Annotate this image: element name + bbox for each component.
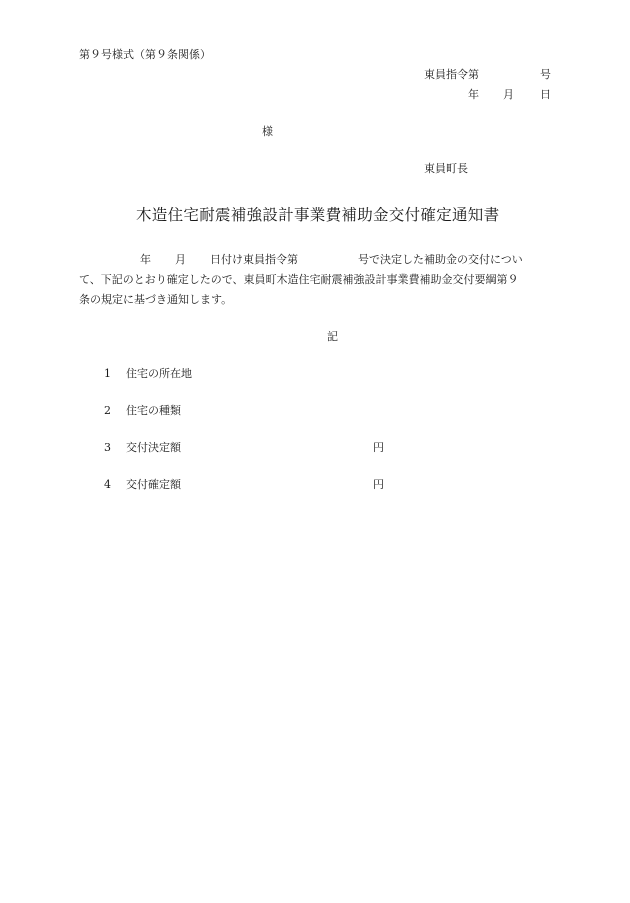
ki-heading: 記 bbox=[327, 330, 338, 343]
item-label-confirmed-amount: 交付確定額 bbox=[126, 478, 181, 491]
item-label-type: 住宅の種類 bbox=[126, 404, 181, 417]
item-unit-yen: 円 bbox=[373, 478, 384, 491]
date-year-label: 年 bbox=[468, 88, 479, 101]
body-month-label: 月 bbox=[175, 253, 186, 266]
item-label-location: 住宅の所在地 bbox=[126, 367, 192, 380]
document-title: 木造住宅耐震補強設計事業費補助金交付確定通知書 bbox=[136, 206, 500, 224]
item-label-decided-amount: 交付決定額 bbox=[126, 441, 181, 454]
date-month-label: 月 bbox=[503, 88, 514, 101]
body-line-1 bbox=[79, 250, 523, 270]
body-line-3: 条の規定に基づき通知します。 bbox=[79, 293, 233, 306]
item-number: 1 bbox=[104, 367, 111, 380]
body-line-2: て、下記のとおり確定したので、東員町木造住宅耐震補強設計事業費補助金交付要綱第９ bbox=[79, 273, 519, 286]
item-number: 4 bbox=[104, 478, 111, 491]
reference-prefix: 東員指令第 bbox=[424, 68, 479, 81]
item-number: 2 bbox=[104, 404, 111, 417]
date-day-label: 日 bbox=[540, 88, 551, 101]
item-unit-yen: 円 bbox=[373, 441, 384, 454]
reference-suffix: 号 bbox=[540, 68, 551, 81]
body-year-label: 年 bbox=[140, 253, 151, 266]
sender-title: 東員町長 bbox=[424, 162, 468, 175]
body-line-1-rest: 号で決定した補助金の交付につい bbox=[358, 253, 523, 266]
body-day-reference: 日付け東員指令第 bbox=[210, 253, 298, 266]
form-number: 第９号様式（第９条関係） bbox=[79, 48, 211, 61]
addressee-honorific: 様 bbox=[262, 125, 273, 138]
item-number: 3 bbox=[104, 441, 111, 454]
